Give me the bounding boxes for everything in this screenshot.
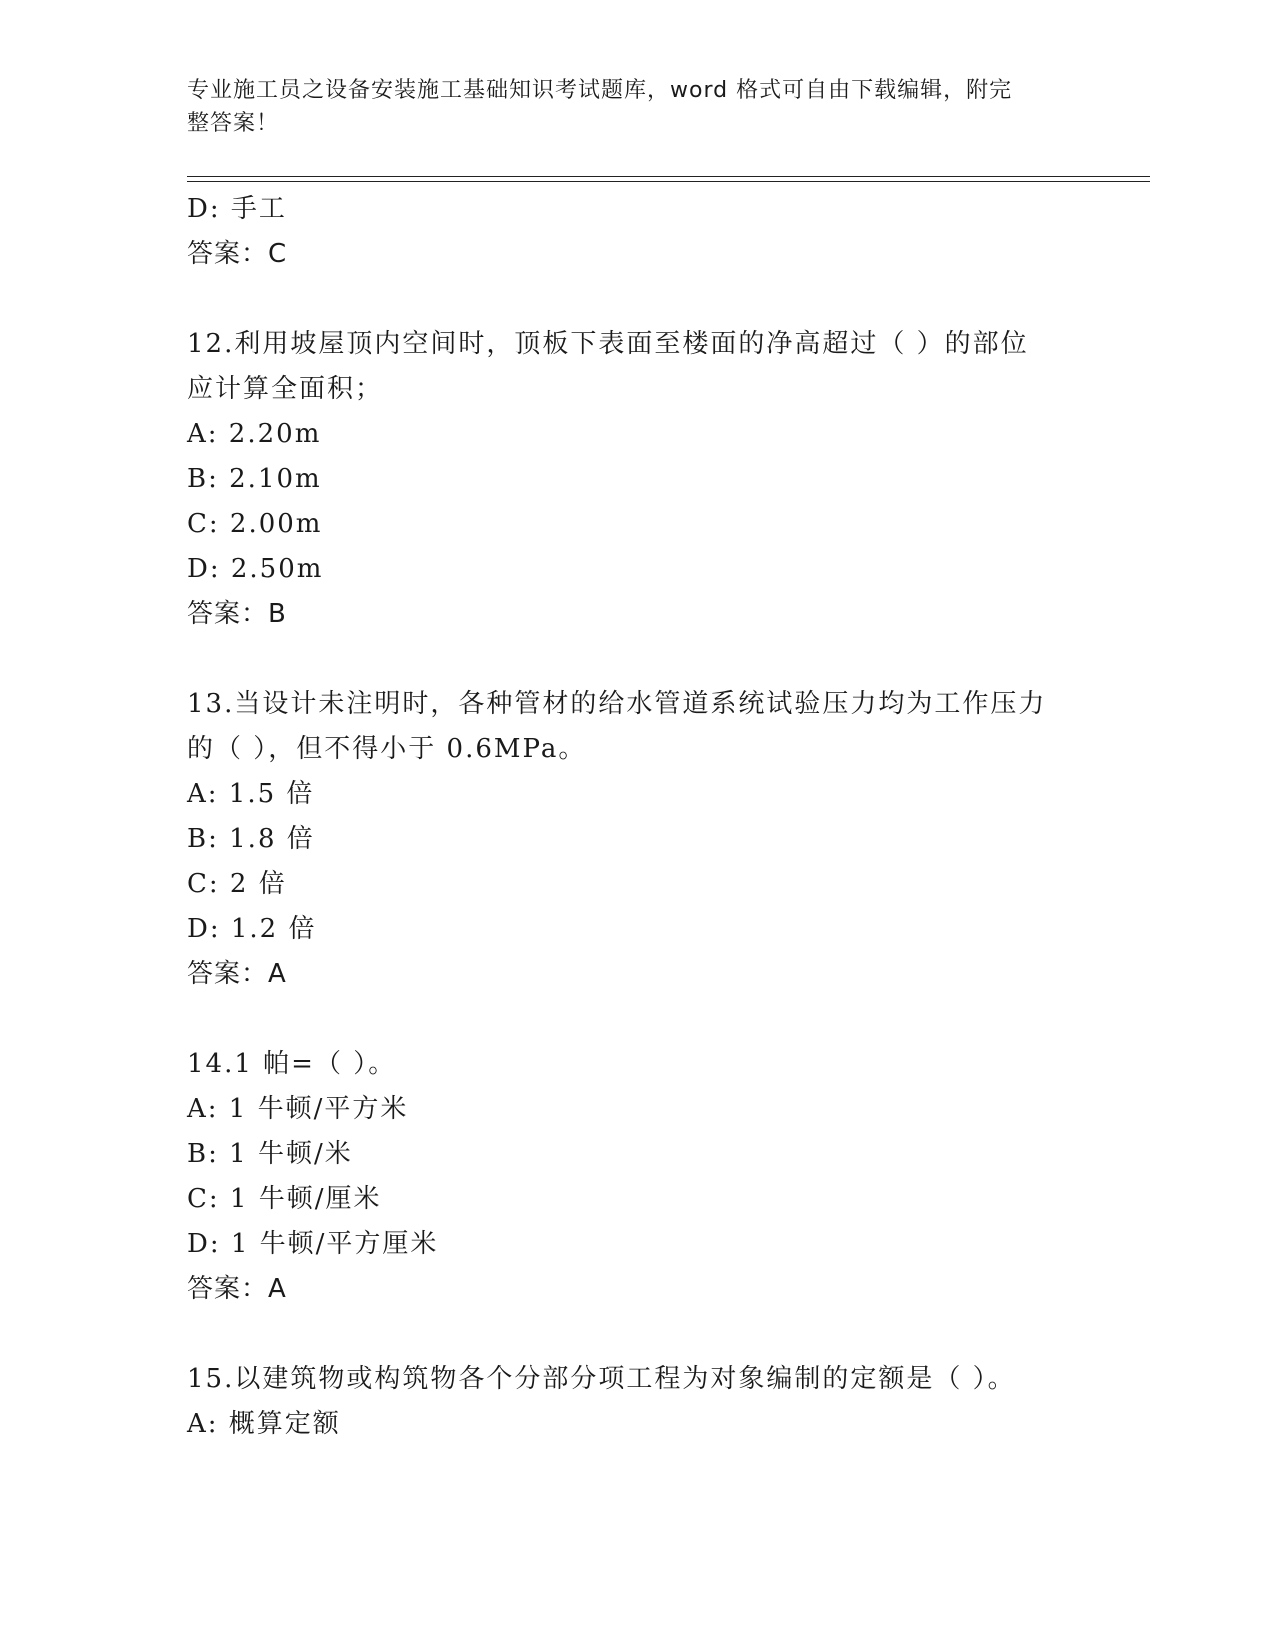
question-12-option-d: D: 2.50m xyxy=(187,554,324,584)
document-header xyxy=(187,74,1087,140)
question-14-option-d: D: 1 牛顿/平方厘米 xyxy=(187,1229,439,1259)
question-14-option-c: C: 1 牛顿/厘米 xyxy=(187,1184,382,1214)
question-15-option-a: A: 概算定额 xyxy=(187,1409,341,1439)
question-12-stem-line-2: 应计算全面积； xyxy=(187,374,384,404)
question-13-answer: 答案：A xyxy=(187,959,287,989)
prev-option-d: D: 手工 xyxy=(187,194,287,224)
header-line-1: 专业施工员之设备安装施工基础知识考试题库，word 格式可自由下载编辑，附完 xyxy=(187,78,1013,103)
question-12-answer: 答案：B xyxy=(187,599,287,629)
question-14-option-a: A: 1 牛顿/平方米 xyxy=(187,1094,409,1124)
question-13-option-d: D: 1.2 倍 xyxy=(187,914,317,944)
question-12-option-a: A: 2.20m xyxy=(187,419,322,449)
question-13-option-c: C: 2 倍 xyxy=(187,869,287,899)
question-14-option-b: B: 1 牛顿/米 xyxy=(187,1139,353,1169)
prev-answer: 答案：C xyxy=(187,239,288,269)
question-12-option-c: C: 2.00m xyxy=(187,509,323,539)
question-13-stem-line-2: 的（ ），但不得小于 0.6MPa。 xyxy=(187,734,587,764)
question-13-option-a: A: 1.5 倍 xyxy=(187,779,315,809)
question-14-answer: 答案：A xyxy=(187,1274,287,1304)
question-12-stem-line-1: 12.利用坡屋顶内空间时，顶板下表面至楼面的净高超过（ ）的部位 xyxy=(187,329,1029,359)
question-14-stem-line-1: 14.1 帕=（ ）。 xyxy=(187,1049,397,1079)
header-line-2: 整答案！ xyxy=(187,111,280,136)
question-12-option-b: B: 2.10m xyxy=(187,464,322,494)
header-divider-bottom xyxy=(187,181,1150,182)
question-13-stem-line-1: 13.当设计未注明时，各种管材的给水管道系统试验压力均为工作压力 xyxy=(187,689,1047,719)
question-13-option-b: B: 1.8 倍 xyxy=(187,824,315,854)
question-15-stem-line-1: 15.以建筑物或构筑物各个分部分项工程为对象编制的定额是（ ）。 xyxy=(187,1364,1016,1394)
header-divider-top xyxy=(187,176,1150,177)
